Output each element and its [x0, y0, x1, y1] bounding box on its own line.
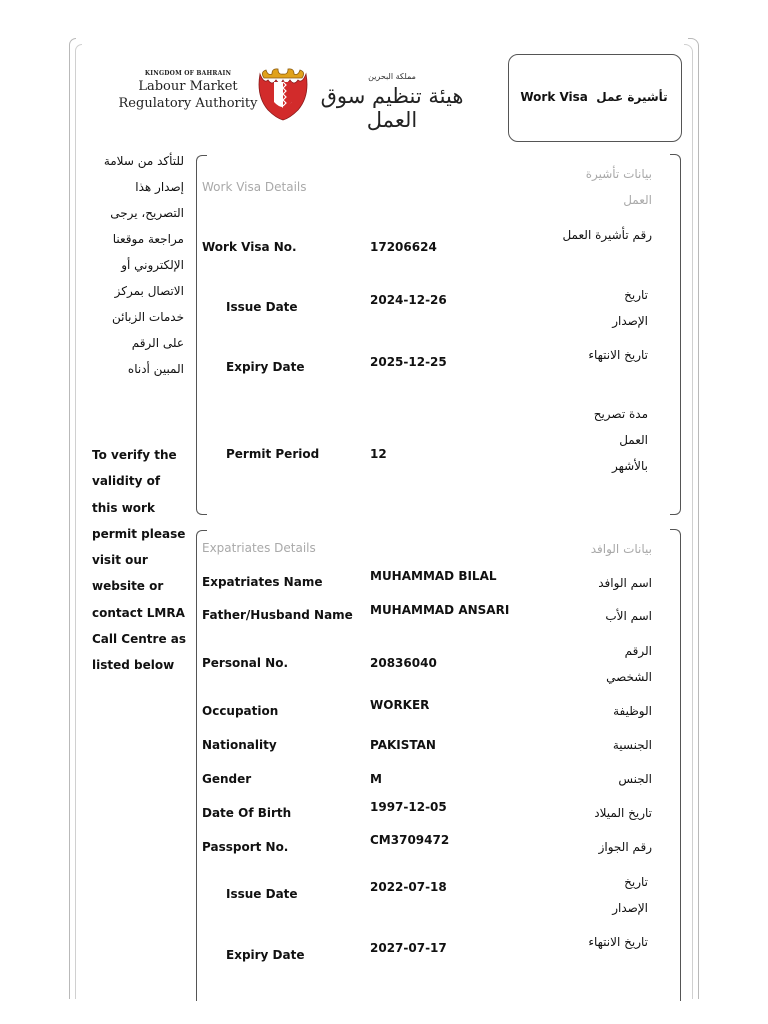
permit-period-value: 12: [370, 447, 387, 461]
verify-note-arabic: للتأكد من سلامة إصدار هذا التصريح، يرجى مراجعة موقعنا الإلكتروني أو الاتصال بمركز خدمات الزبائن على الرقم المبين أدناه: [103, 154, 184, 376]
passport-no-label: Passport No.: [202, 840, 289, 854]
visa-section-title-ar: بيانات تأشيرة العمل: [585, 167, 652, 207]
visa-section-border-right: [670, 154, 681, 515]
logo-line-1: Labour Market: [138, 79, 238, 94]
visa-issue-date-label: Issue Date: [226, 300, 298, 314]
date-of-birth-label-ar: تاريخ الميلاد: [594, 806, 652, 820]
passport-expiry-date-label: Expiry Date: [226, 948, 305, 962]
expat-name-label: Expatriates Name: [202, 575, 323, 589]
expat-section-border-right: [670, 529, 681, 1001]
logo-line-2: Regulatory Authority: [118, 96, 258, 111]
gender-label-ar: الجنس: [618, 772, 652, 786]
visa-section-border-left: [196, 155, 207, 515]
passport-issue-date-label: Issue Date: [226, 887, 298, 901]
passport-issue-date-value: 2022-07-18: [370, 880, 447, 894]
date-of-birth-label: Date Of Birth: [202, 806, 292, 820]
expat-section-title-ar: بيانات الوافد: [590, 542, 652, 556]
expat-section-border-left: [196, 530, 207, 1001]
occupation-label: Occupation: [202, 704, 279, 718]
visa-section-title: Work Visa Details: [202, 180, 307, 194]
visa-expiry-date-label: Expiry Date: [226, 360, 305, 374]
father-name-label-ar: اسم الأب: [605, 609, 652, 623]
permit-period-label-ar: مدة تصريح العمل بالأشهر: [593, 407, 648, 473]
gender-label: Gender: [202, 772, 252, 786]
document-title: [508, 90, 680, 104]
expat-section-title: Expatriates Details: [202, 541, 316, 555]
passport-expiry-date-label-ar: تاريخ الانتهاء: [588, 935, 648, 949]
passport-no-value: CM3709472: [370, 833, 450, 847]
permit-period-label: Permit Period: [226, 447, 320, 461]
bahrain-emblem-icon: [258, 66, 308, 122]
visa-issue-date-label-ar: تاريخ الإصدار: [612, 288, 648, 328]
visa-expiry-date-value: 2025-12-25: [370, 355, 447, 369]
passport-expiry-date-value: 2027-07-17: [370, 941, 447, 955]
occupation-label-ar: الوظيفة: [613, 704, 652, 718]
nationality-label-ar: الجنسية: [612, 738, 652, 752]
nationality-label: Nationality: [202, 738, 277, 752]
passport-no-label-ar: رقم الجواز: [598, 840, 652, 854]
occupation-value: WORKER: [370, 698, 430, 712]
personal-no-label: Personal No.: [202, 656, 289, 670]
date-of-birth-value: 1997-12-05: [370, 800, 447, 814]
arabic-logo-calligraphy: هيئة تنظيم سوق العمل: [320, 84, 464, 132]
gender-value: M: [370, 772, 382, 786]
verify-note-english: To verify the validity of this work permit please visit our website or contact LMRA Call Centre as listed below: [92, 448, 187, 673]
nationality-value: PAKISTAN: [370, 738, 436, 752]
document-frame-left-inner: [75, 44, 82, 999]
logo-kingdom: KINGDOM OF BAHRAIN: [144, 70, 232, 77]
arabic-logo-kingdom: مملكة البحرين: [368, 72, 416, 81]
document-title-ar: تأشيرة عمل: [596, 90, 668, 104]
document-frame-right-inner: [684, 44, 693, 999]
personal-no-value: 20836040: [370, 656, 437, 670]
personal-no-label-ar: الرقم الشخصي: [606, 644, 652, 684]
father-name-value: MUHAMMAD ANSARI: [370, 603, 510, 617]
work-visa-no-value: 17206624: [370, 240, 437, 254]
expat-name-value: MUHAMMAD BILAL: [370, 569, 497, 583]
lmra-logo-text: [118, 70, 258, 112]
passport-issue-date-label-ar: تاريخ الإصدار: [612, 875, 648, 915]
work-visa-no-label: Work Visa No.: [202, 240, 297, 254]
work-visa-no-label-ar: رقم تأشيرة العمل: [562, 228, 652, 242]
document-title-en: Work Visa: [520, 90, 588, 104]
father-name-label: Father/Husband Name: [202, 608, 353, 622]
visa-issue-date-value: 2024-12-26: [370, 293, 447, 307]
visa-expiry-date-label-ar: تاريخ الانتهاء: [588, 348, 648, 362]
expat-name-label-ar: اسم الوافد: [598, 576, 652, 590]
